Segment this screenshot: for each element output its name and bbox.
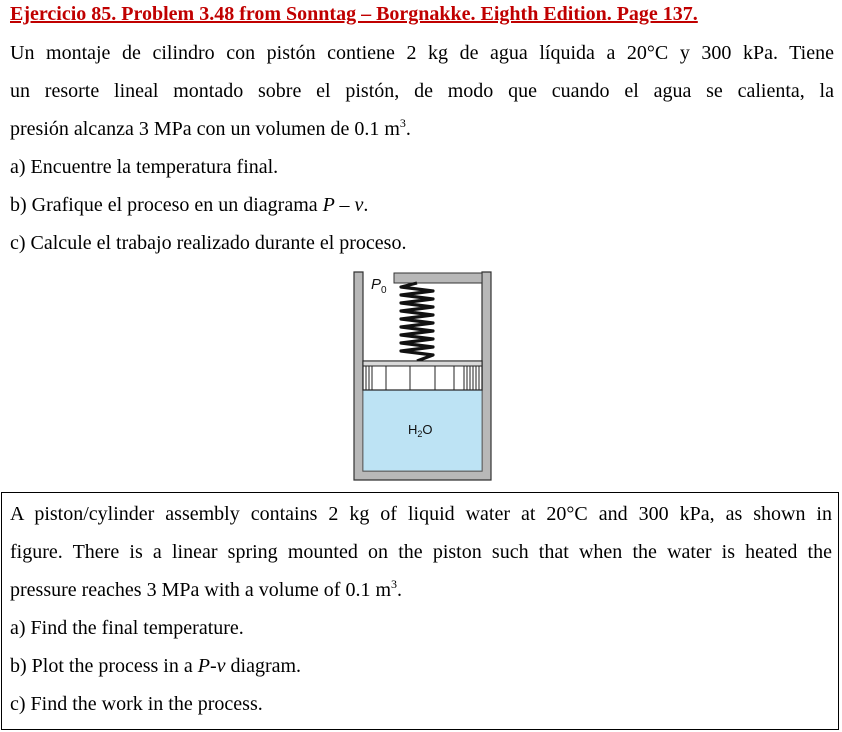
spanish-pv-label: P – v (322, 194, 364, 216)
spanish-line-3-text: presión alcanza 3 MPa con un volumen de 0.1 m (10, 118, 400, 140)
english-line-2: figure. There is a linear spring mounted on the piston such that when the water is heated the (10, 541, 832, 563)
english-problem-box (1, 492, 839, 730)
spanish-question-c: c) Calcule el trabajo realizado durante el proceso. (10, 232, 407, 254)
english-question-b-end: diagram. (225, 655, 302, 677)
english-line-3 (10, 571, 832, 609)
english-cubic-exponent: 3 (391, 577, 398, 591)
exercise-title: Ejercicio 85. Problem 3.48 from Sonntag – Borgnakke. Eighth Edition. Page 137. (10, 3, 698, 25)
linear-spring (401, 283, 433, 361)
english-problem-statement (10, 495, 832, 723)
spanish-line-1: Un montaje de cilindro con pistón contiene 2 kg de agua líquida a 20°C y 300 kPa. Tiene (10, 42, 834, 64)
english-line-1: A piston/cylinder assembly contains 2 kg of liquid water at 20°C and 300 kPa, as shown in (10, 503, 832, 525)
spanish-question-b-end: . (363, 194, 369, 216)
atmospheric-pressure-label: $P_0$ (371, 276, 387, 296)
spanish-problem-statement (10, 34, 834, 262)
spanish-cubic-exponent: 3 (399, 116, 406, 130)
spanish-question-b-text: b) Grafique el proceso en un diagrama (10, 194, 323, 216)
english-pv-label: P-v (197, 655, 226, 677)
piston-cylinder-figure (350, 268, 495, 483)
spanish-line-2: un resorte lineal montado sobre el pistón, de modo que cuando el agua se calienta, la (10, 80, 834, 102)
english-question-b-text: b) Plot the process in a (10, 655, 198, 677)
water-label: $H_2O$ (408, 422, 433, 439)
english-line-3-end: . (397, 579, 403, 601)
english-question-a: a) Find the final temperature. (10, 617, 244, 639)
english-question-b (10, 647, 832, 685)
spanish-question-a: a) Encuentre la temperatura final. (10, 156, 279, 178)
spanish-question-b (10, 186, 834, 224)
spring-stop (394, 273, 482, 283)
english-question-c: c) Find the work in the process. (10, 693, 263, 715)
piston (363, 361, 482, 390)
english-line-3-text: pressure reaches 3 MPa with a volume of 0.1 m (10, 579, 392, 601)
spanish-line-3 (10, 110, 834, 148)
spanish-line-3-end: . (405, 118, 411, 140)
